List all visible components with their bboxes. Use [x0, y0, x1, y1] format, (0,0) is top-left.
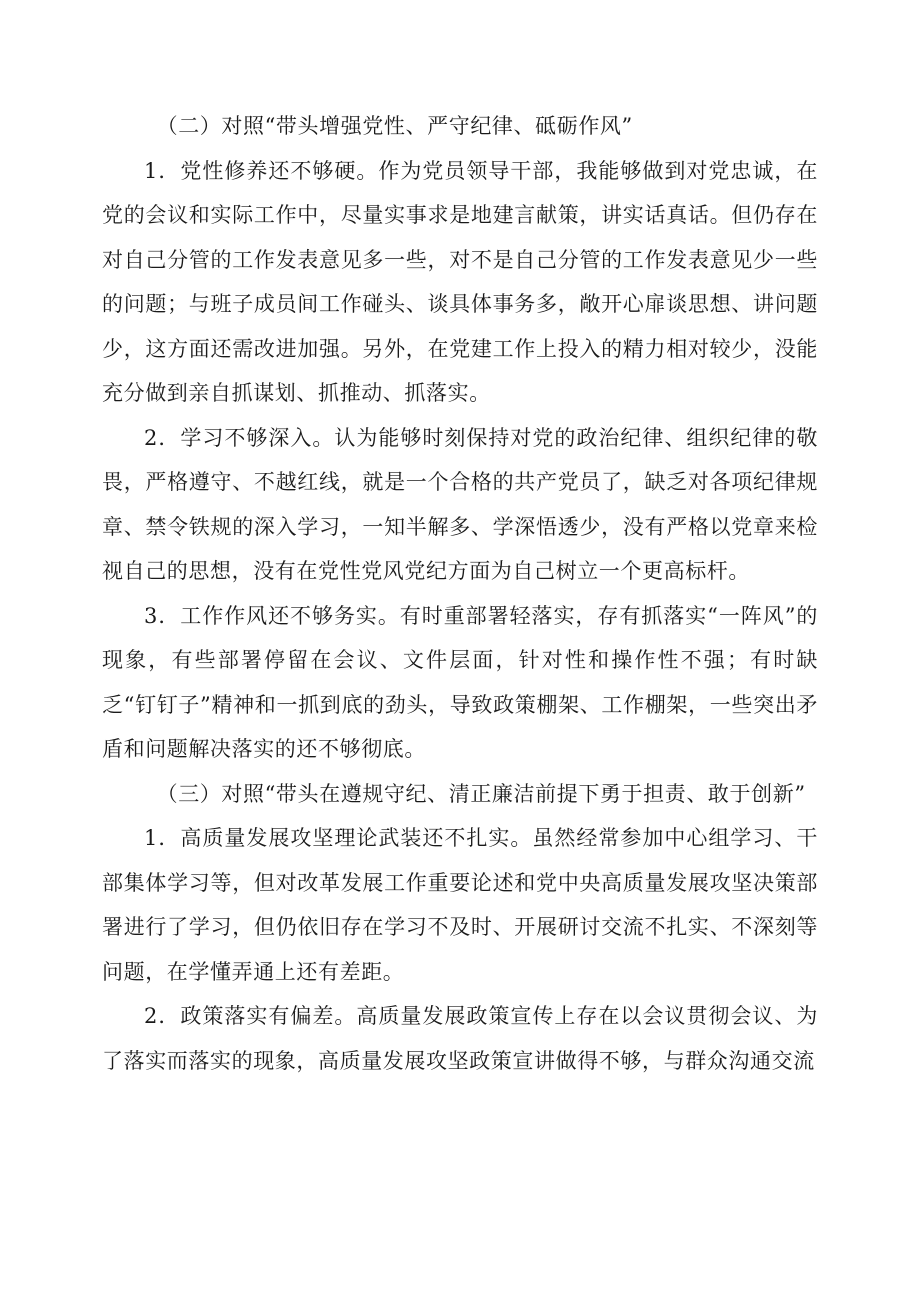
section-3-heading: （三）对照“带头在遵规守纪、清正廉洁前提下勇于担责、敢于创新”	[156, 781, 806, 806]
document-page	[102, 104, 818, 1083]
section-2-item-3: 3．工作作风还不够务实。有时重部署轻落实，存有抓落实“一阵风”的现象，有些部署停留在会议、文件层面，针对性和操作性不强；有时缺乏“钉钉子”精神和一抓到底的劲头，导致政策棚架、工作棚架，一些突出矛盾和问题解决落实的还不够彻底。	[102, 603, 818, 761]
section-3-item-1: 1．高质量发展攻坚理论武装还不扎实。虽然经常参加中心组学习、干部集体学习等，但对改革发展工作重要论述和党中央高质量发展攻坚决策部署进行了学习，但仍依旧存在学习不及时、开展研讨交流不扎实、不深刻等问题，在学懂弄通上还有差距。	[102, 826, 818, 984]
section-3-item-2: 2．政策落实有偏差。高质量发展政策宣传上存在以会议贯彻会议、为了落实而落实的现象，高质量发展攻坚政策宣讲做得不够，与群众沟通交流	[102, 1004, 818, 1073]
section-2-item-2: 2．学习不够深入。认为能够时刻保持对党的政治纪律、组织纪律的敬畏，严格遵守、不越红线，就是一个合格的共产党员了，缺乏对各项纪律规章、禁令铁规的深入学习，一知半解多、学深悟透少，没有严格以党章来检视自己的思想，没有在党性党风党纪方面为自己树立一个更高标杆。	[102, 425, 818, 583]
section-2-item-1: 1．党性修养还不够硬。作为党员领导干部，我能够做到对党忠诚，在党的会议和实际工作中，尽量实事求是地建言献策，讲实话真话。但仍存在对自己分管的工作发表意见多一些，对不是自己分管的工作发表意见少一些的问题；与班子成员间工作碰头、谈具体事务多，敞开心扉谈思想、讲问题少，这方面还需改进加强。另外，在党建工作上投入的精力相对较少，没能充分做到亲自抓谋划、抓推动、抓落实。	[102, 158, 818, 405]
section-2-heading: （二）对照“带头增强党性、严守纪律、砥砺作风”	[156, 114, 633, 138]
